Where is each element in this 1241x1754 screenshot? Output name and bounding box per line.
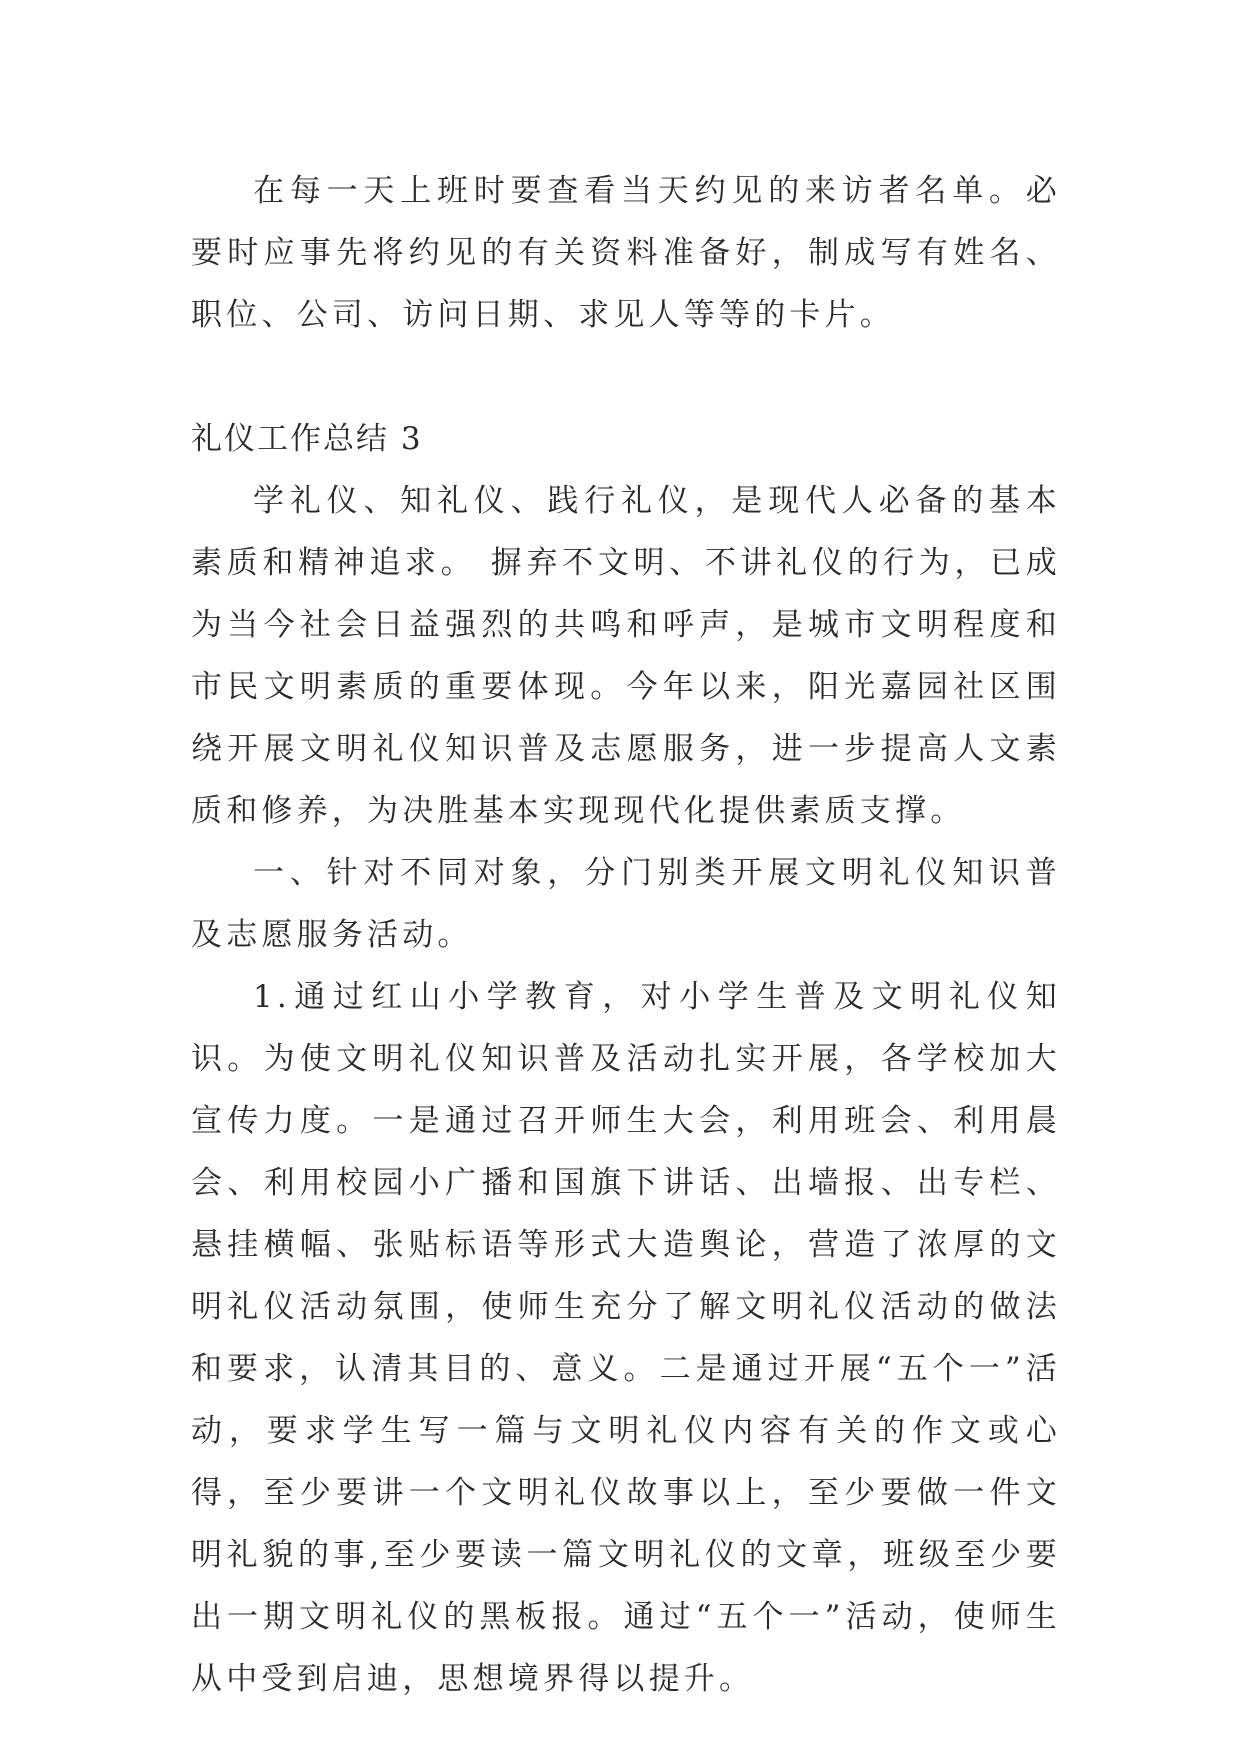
document-body <box>191 160 1061 1710</box>
paragraph-2: 一、针对不同对象，分门别类开展文明礼仪知识普及志愿服务活动。 <box>191 855 1061 953</box>
paragraph-1: 学礼仪、知礼仪、践行礼仪，是现代人必备的基本素质和精神追求。 摒弃不文明、不讲礼仪的行为，已成为当今社会日益强烈的共鸣和呼声，是城市文明程度和市民文明素质的重要体现。今年以来，阳光嘉园社区围绕开展文明礼仪知识普及志愿服务，进一步提高人文素质和修养，为决胜基本实现现代化提供素质支撑。 <box>191 483 1061 829</box>
paragraph-spacer <box>191 346 1061 408</box>
section-heading: 礼仪工作总结 3 <box>191 421 423 457</box>
paragraph-intro: 在每一天上班时要查看当天约见的来访者名单。必要时应事先将约见的有关资料准备好，制成写有姓名、职位、公司、访问日期、求见人等等的卡片。 <box>191 173 1061 333</box>
paragraph-3: 1.通过红山小学教育，对小学生普及文明礼仪知识。为使文明礼仪知识普及活动扎实开展，各学校加大宣传力度。一是通过召开师生大会，利用班会、利用晨会、利用校园小广播和国旗下讲话、出墙报、出专栏、悬挂横幅、张贴标语等形式大造舆论，营造了浓厚的文明礼仪活动氛围，使师生充分了解文明礼仪活动的做法和要求，认清其目的、意义。二是通过开展“五个一”活动，要求学生写一篇与文明礼仪内容有关的作文或心得，至少要讲一个文明礼仪故事以上，至少要做一件文明礼貌的事,至少要读一篇文明礼仪的文章，班级至少要出一期文明礼仪的黑板报。通过“五个一”活动，使师生从中受到启迪，思想境界得以提升。 <box>191 979 1061 1697</box>
